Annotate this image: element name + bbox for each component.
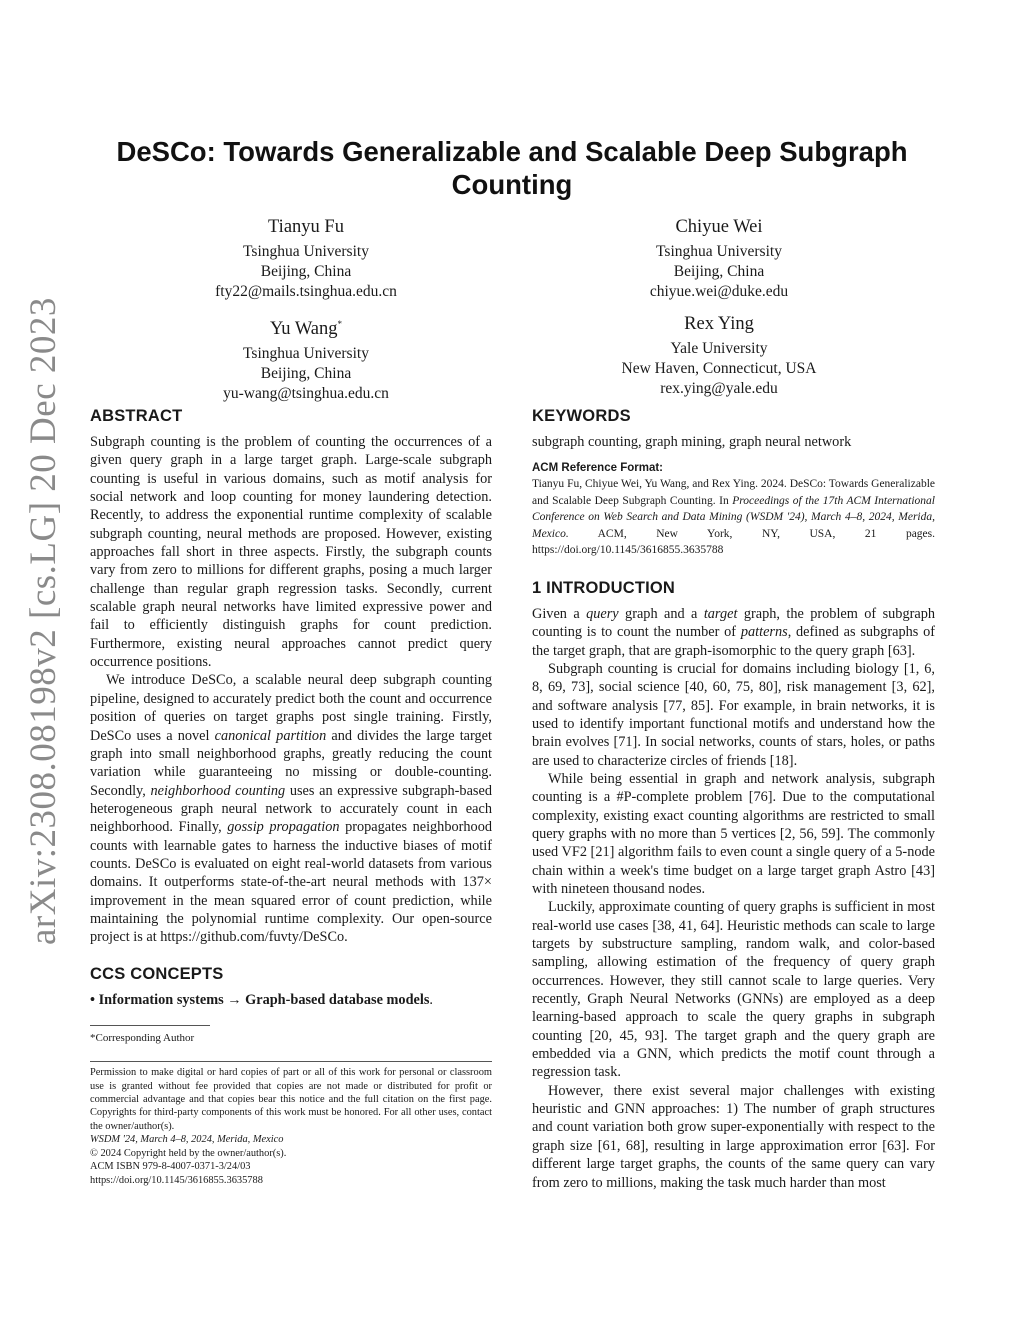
corresponding-author-footnote: *Corresponding Author	[90, 1031, 195, 1044]
permission-divider	[90, 1061, 492, 1062]
ccs-heading: CCS CONCEPTS	[90, 964, 224, 983]
corresponding-mark: *	[337, 319, 343, 329]
permission-notice: Permission to make digital or hard copies of part or all of this work for personal or classroom use is granted without fee provided that copies are not made or distributed for profit or commercial advantage and that copies bear this notice and the full citation on the first page. Copyrights for third-party components of this work must be honored. For all other uses, contact the owner/author(s). WSDM '24, March 4–8, 2024, Merida, Mexico © 2024 Copyright held by the owner/author(s). ACM ISBN 979-8-4007-0371-3/24/03 https://doi.org/10.1145/3616855.3635788	[90, 1067, 492, 1186]
author-name: Rex Ying	[684, 314, 754, 334]
right-column	[532, 405, 935, 1192]
keywords-heading: KEYWORDS	[532, 407, 631, 425]
author-block	[539, 312, 899, 399]
paper-title: DeSCo: Towards Generalizable and Scalable Deep Subgraph Counting	[116, 136, 908, 200]
intro-paragraph: However, there exist several major challenges with existing heuristic and GNN approaches: 1) The number of graph structures and count variation both grow super-exponentially with respect to the graph size [61, 68], resulting in large approximation error [63]. For different large target graphs, the counts of the same query can vary from zero to millions, making the task much harder than most	[532, 1082, 935, 1191]
author-email: yu-wang@tsinghua.edu.cn	[223, 385, 389, 403]
author-affiliation: Tsinghua University	[656, 243, 782, 260]
author-location: Beijing, China	[260, 263, 352, 280]
author-email: rex.ying@yale.edu	[660, 380, 778, 397]
arxiv-identifier: arXiv:2308.08198v2 [cs.LG] 20 Dec 2023	[23, 297, 64, 945]
author-affiliation: Tsinghua University	[243, 345, 369, 363]
footnote-divider	[90, 1025, 210, 1026]
abstract-heading: ABSTRACT	[90, 407, 183, 425]
author-affiliation: Tsinghua University	[243, 243, 369, 260]
author-name: Yu Wang*	[269, 319, 343, 340]
author-email: chiyue.wei@duke.edu	[649, 283, 789, 300]
author-location: Beijing, China	[673, 263, 765, 280]
author-name: Chiyue Wei	[675, 217, 763, 237]
author-block	[126, 215, 486, 302]
author-location: Beijing, China	[260, 365, 352, 383]
intro-paragraph: While being essential in graph and network analysis, subgraph counting is a #P-complete problem [76]. Due to the computational complexity, existing exact counting algorithms are restricted to small query graphs with no more than 5 vertices [2, 56, 59]. The commonly used VF2 [21] algorithm fails to even count a single query of a 5-node chain within a week's time budget on a large target graph Astro [43] with nineteen thousand nodes.	[532, 770, 935, 897]
keywords-text: subgraph counting, graph mining, graph neural network	[532, 434, 852, 450]
intro-paragraph: Given a query graph and a target graph, the problem of subgraph counting is to count the number of patterns, defined as subgraphs of the target graph, that are graph-isomorphic to the query graph [63].	[532, 605, 936, 659]
author-email: fty22@mails.tsinghua.edu.cn	[215, 283, 397, 300]
author-name: Tianyu Fu	[268, 217, 344, 237]
left-column	[90, 405, 492, 1187]
author-affiliation: Yale University	[670, 340, 768, 357]
acm-reference-text: Tianyu Fu, Chiyue Wei, Yu Wang, and Rex Ying. 2024. DeSCo: Towards Generalizable and Scalable Deep Subgraph Counting. In Proceedings of the 17th ACM International Conference on Web Search and Data Mining (WSDM '24), March 4–8, 2024, Merida, Mexico. ACM, New York, NY, USA, 21 pages. https://doi.org/10.1145/3616855.3635788	[532, 478, 935, 557]
author-block	[539, 215, 899, 302]
abstract-paragraph: Subgraph counting is the problem of counting the occurrences of a given query graph in a large target graph. Large-scale subgraph counting is useful in various domains, such as motif analysis for social network and loop counting for money laundering detection. Recently, to address the exponential runtime complexity of scalable subgraph counting, neural methods are proposed. However, existing approaches fall short in three aspects. Firstly, the subgraph counts vary from zero to millions for different graphs, posing a much larger challenge than regular graph regression tasks. Secondly, current scalable graph neural networks have limited expressive power and fail to efficiently distinguish graphs for count prediction. Furthermore, existing neural approaches cannot predict query occurrence positions.	[90, 434, 492, 671]
author-location: New Haven, Connecticut, USA	[621, 360, 817, 377]
acm-reference-heading: ACM Reference Format:	[532, 462, 663, 475]
intro-paragraph: Luckily, approximate counting of query graphs is sufficient in most real-world use cases [38, 41, 64]. Heuristic methods can scale to large targets by substructure sampling, random walk, and color-based sampling, allowing estimation of the frequency of query graph occurrences. However, they still cannot scale to large queries. Very recently, Graph Neural Networks (GNNs) are employed as a deep learning-based approach to scale the query graphs in subgraph counting [20, 45, 93]. The target graph and the query graph are embedded via a GNN, which predicts the motif count through a regression task.	[532, 899, 935, 1081]
ccs-concepts: • Information systems → Graph-based database models.	[90, 991, 433, 1008]
intro-paragraph: Subgraph counting is crucial for domains including biology [1, 6, 8, 69, 73], social science [40, 60, 75, 80], risk management [3, 62], and software analysis [77, 85]. For example, in brain networks, it is used to identify important functional motifs and understand how the brain evolves [71]. In social networks, counts of stars, holes, or paths are used to characterize circles of friends [18].	[532, 660, 935, 769]
abstract-paragraph: We introduce DeSCo, a scalable neural deep subgraph counting pipeline, designed to accurately predict both the count and occurrence position of queries on target graphs post single training. Firstly, DeSCo uses a novel canonical partition and divides the large target graph into small neighborhood graphs, greatly reducing the count variation while guaranteeing no missing or double-counting. Secondly, neighborhood counting uses an expressive subgraph-based heterogeneous graph neural network to accurately count in each neighborhood. Finally, gossip propagation propagates neighborhood counts with learnable gates to harness the inductive biases of motif counts. DeSCo is evaluated on eight real-world datasets from various domains. It outperforms state-of-the-art neural methods with 137× improvement in the mean squared error of count prediction, while maintaining the polynomial runtime complexity. Our open-source project is at https://github.com/fuvty/DeSCo.	[90, 672, 492, 946]
introduction-heading: 1 INTRODUCTION	[532, 578, 676, 597]
author-block	[126, 312, 486, 404]
